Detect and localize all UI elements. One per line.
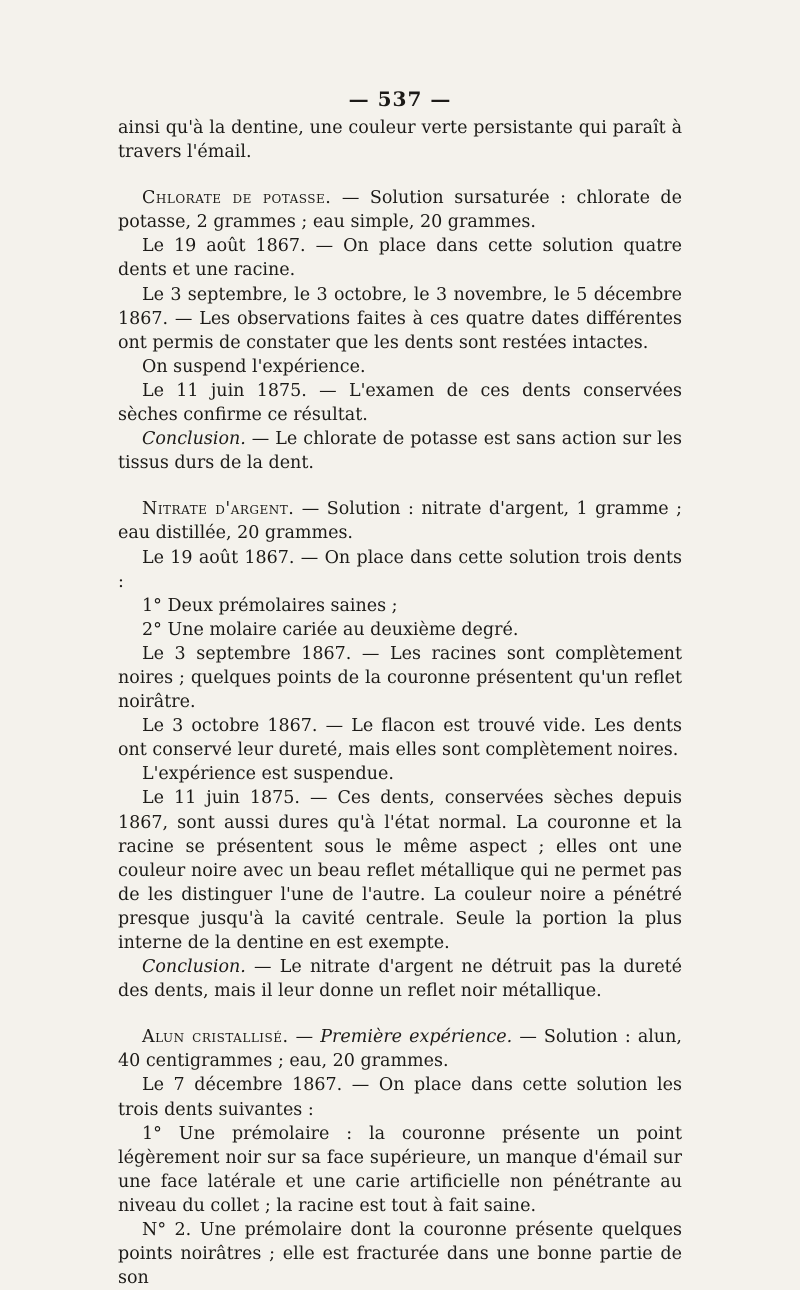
paragraph-text: — Solution : nitrate d'argent, 1 gramme ; eau distillée, 20 grammes. xyxy=(118,499,682,544)
section-chlorate xyxy=(118,186,682,234)
paragraph xyxy=(118,786,682,955)
paragraph-text: Le 11 juin 1875. — Ces dents, conservées sèches depuis 1867, sont aussi dures qu'à l'état normal. La couronne et la racine se présentent sous le même aspect ; elles ont une couleur noire avec un beau reflet métallique qui ne permet pas de les distinguer l'une de l'autre. La couleur noire a pénétré presque jusqu'à la cavité centrale. Seule la portion la plus interne de la dentine en est exempte. xyxy=(118,788,682,953)
paragraph-text: Le 3 septembre, le 3 octobre, le 3 novembre, le 5 décembre 1867. — Les observations faites à ces quatre dates différentes ont permis de constater que les dents sont restées intactes. xyxy=(118,284,682,353)
section-heading: Alun cristallisé. xyxy=(142,1027,289,1048)
section-gap xyxy=(118,164,682,186)
paragraph-text: Le 3 octobre 1867. — Le flacon est trouvé vide. Les dents ont conservé leur dureté, mais elles sont complètement noires. xyxy=(118,716,682,761)
paragraph-text: Le 7 décembre 1867. — On place dans cette solution les trois dents suivantes : xyxy=(118,1075,682,1120)
conclusion-label: Conclusion. xyxy=(142,957,246,978)
paragraph-text: — Le chlorate de potasse est sans action sur les tissus durs de la dent. xyxy=(118,429,682,474)
paragraph xyxy=(118,762,682,786)
paragraph xyxy=(118,714,682,762)
conclusion-paragraph xyxy=(118,955,682,1003)
paragraph-text: 1° Une prémolaire : la couronne présente un point légèrement noir sur sa face supérieure, un manque d'émail sur une face latérale et une carie artificielle non pénétrante au niveau du collet ; la racine est tout à fait saine. xyxy=(118,1123,682,1216)
paragraph xyxy=(118,1073,682,1121)
paragraph-text: Le 3 septembre 1867. — Les racines sont complètement noires ; quelques points de la couronne présentent qu'un reflet noirâtre. xyxy=(118,643,682,713)
paragraph-text: Le 11 juin 1875. — L'examen de ces dents conservées sèches confirme ce résultat. xyxy=(118,380,682,426)
section-gap xyxy=(118,475,682,497)
section-subheading: — Première expérience. xyxy=(288,1027,513,1048)
conclusion-label: Conclusion. xyxy=(142,429,246,450)
paragraph-text: On suspend l'expérience. xyxy=(142,356,366,377)
section-heading: Chlorate de potasse. xyxy=(142,188,332,209)
paragraph-text: — Solution sursaturée : chlorate de potasse, 2 grammes ; eau simple, 20 grammes. xyxy=(118,188,682,233)
paragraph xyxy=(118,379,682,427)
conclusion-paragraph xyxy=(118,427,682,475)
paragraph-text: ainsi qu'à la dentine, une couleur verte persistante qui paraît à travers l'émail. xyxy=(118,118,682,163)
paragraph xyxy=(118,1218,682,1290)
paragraph-text: Le 19 août 1867. — On place dans cette solution trois dents : xyxy=(118,547,682,592)
paragraph-text: N° 2. Une prémolaire dont la couronne présente quelques points noirâtres ; elle est fracturée dans une bonne partie de son xyxy=(118,1220,682,1289)
paragraph xyxy=(118,234,682,282)
page-number: — 537 — xyxy=(348,87,452,111)
paragraph xyxy=(118,642,682,714)
page-body xyxy=(118,116,682,1290)
section-heading: Nitrate d'argent. xyxy=(142,499,295,520)
paragraph xyxy=(118,546,682,594)
paragraph xyxy=(118,355,682,379)
section-nitrate xyxy=(118,497,682,545)
paragraph xyxy=(118,116,682,164)
paragraph xyxy=(118,618,682,642)
paragraph-text: — Solution : alun, 40 centigrammes ; eau, 20 grammes. xyxy=(118,1027,682,1072)
paragraph-text: Le 19 août 1867. — On place dans cette solution quatre dents et une racine. xyxy=(118,236,682,281)
paragraph-text: 1° Deux prémolaires saines ; xyxy=(142,595,398,616)
paragraph-text: — Le nitrate d'argent ne détruit pas la dureté des dents, mais il leur donne un reflet noir métallique. xyxy=(118,957,682,1002)
paragraph-text: 2° Une molaire cariée au deuxième degré. xyxy=(142,619,519,640)
paragraph-text: L'expérience est suspendue. xyxy=(142,764,394,785)
section-alun xyxy=(118,1025,682,1073)
paragraph xyxy=(118,594,682,618)
paragraph xyxy=(118,283,682,355)
section-gap xyxy=(118,1003,682,1025)
paragraph xyxy=(118,1122,682,1218)
